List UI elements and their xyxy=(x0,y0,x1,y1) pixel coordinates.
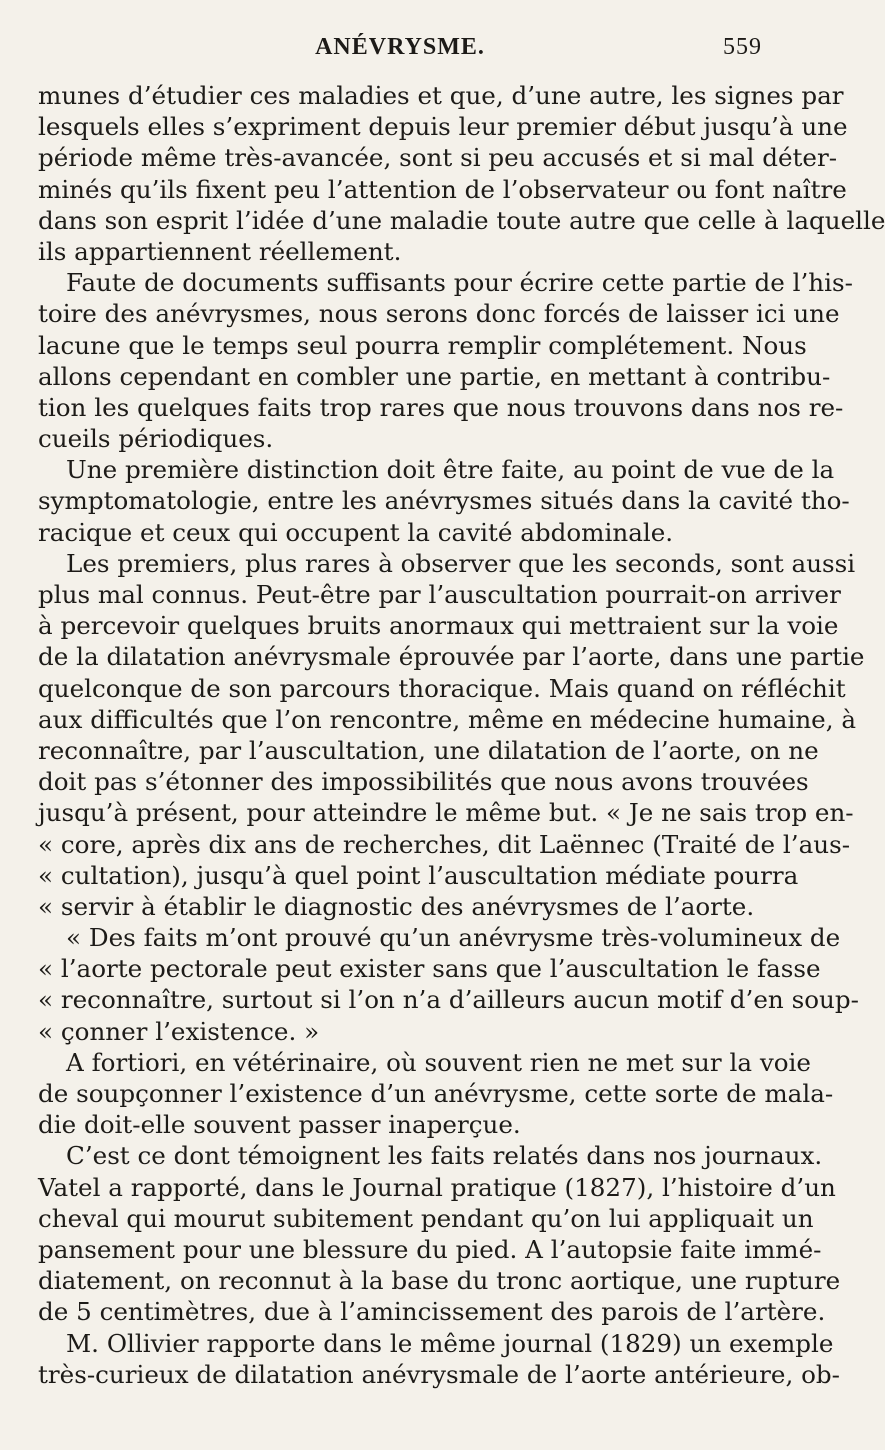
running-title: ANÉVRYSME. xyxy=(315,34,485,60)
paragraph xyxy=(38,1328,840,1390)
text-line: lacune que le temps seul pourra remplir complétement. Nous xyxy=(38,330,807,360)
text-line: plus mal connus. Peut-être par l’auscultation pourrait-on arriver xyxy=(38,580,841,609)
paragraph xyxy=(38,1047,834,1141)
text-line: période même très-avancée, sont si peu accusés et si mal déter- xyxy=(38,143,838,173)
text-line: aux difficultés que l’on rencontre, même en médecine humaine, à xyxy=(38,704,857,734)
text-line: quelconque de son parcours thoracique. Mais quand on réfléchit xyxy=(38,673,846,703)
body-text xyxy=(38,80,885,1390)
text-line: cheval qui mourut subitement pendant qu’on lui appliquait un xyxy=(38,1203,814,1233)
text-line: allons cependant en combler une partie, en mettant à contribu- xyxy=(38,361,831,391)
text-line: A fortiori, en vétérinaire, où souvent rien ne met sur la voie xyxy=(66,1047,811,1077)
text-line: reconnaître, par l’auscultation, une dilatation de l’aorte, on ne xyxy=(38,735,819,765)
text-line: Faute de documents suffisants pour écrire cette partie de l’his- xyxy=(66,268,853,298)
text-line: « servir à établir le diagnostic des anévrysmes de l’aorte. xyxy=(38,891,755,921)
text-line: très-curieux de dilatation anévrysmale de l’aorte antérieure, ob- xyxy=(38,1359,840,1389)
text-line: jusqu’à présent, pour atteindre le même but. « Je ne sais trop en- xyxy=(38,798,854,828)
text-line: « Des faits m’ont prouvé qu’un anévrysme très-volumineux de xyxy=(66,923,841,953)
page-number: 559 xyxy=(723,34,762,60)
text-line: Vatel a rapporté, dans le Journal pratique (1827), l’histoire d’un xyxy=(38,1172,836,1202)
text-line: cueils périodiques. xyxy=(38,424,274,454)
text-line: diatement, on reconnut à la base du tronc aortique, une rupture xyxy=(38,1266,841,1296)
text-line: pansement pour une blessure du pied. A l’autopsie faite immé- xyxy=(38,1234,822,1264)
text-line: tion les quelques faits trop rares que nous trouvons dans nos re- xyxy=(38,392,844,422)
text-line: toire des anévrysmes, nous serons donc forcés de laisser ici une xyxy=(38,299,840,329)
text-line: lesquels elles s’expriment depuis leur premier début jusqu’à une xyxy=(38,112,848,142)
running-head xyxy=(38,30,762,70)
text-line: « reconnaître, surtout si l’on n’a d’ailleurs aucun motif d’en soup- xyxy=(38,985,859,1015)
paragraph xyxy=(38,80,885,267)
paragraph xyxy=(38,548,865,922)
text-line: de la dilatation anévrysmale éprouvée par l’aorte, dans une partie xyxy=(38,642,865,672)
paragraph xyxy=(38,267,853,454)
text-line: M. Ollivier rapporte dans le même journal (1829) un exemple xyxy=(66,1328,834,1358)
text-line: dans son esprit l’idée d’une maladie toute autre que celle à laquelle xyxy=(38,205,885,235)
paragraph xyxy=(38,454,850,548)
text-line: « cultation), jusqu’à quel point l’auscultation médiate pourra xyxy=(38,860,799,890)
text-line: « çonner l’existence. » xyxy=(38,1016,320,1046)
text-line: symptomatologie, entre les anévrysmes situés dans la cavité tho- xyxy=(38,486,850,516)
text-line: de 5 centimètres, due à l’amincissement des parois de l’artère. xyxy=(38,1297,826,1327)
text-line: Les premiers, plus rares à observer que les seconds, sont aussi xyxy=(66,548,856,578)
text-line: doit pas s’étonner des impossibilités que nous avons trouvées xyxy=(38,767,809,797)
paragraph xyxy=(38,1140,841,1327)
text-line: à percevoir quelques bruits anormaux qui mettraient sur la voie xyxy=(38,611,839,641)
text-line: « l’aorte pectorale peut exister sans que l’auscultation le fasse xyxy=(38,954,821,984)
text-line: de soupçonner l’existence d’un anévrysme, cette sorte de mala- xyxy=(38,1079,834,1108)
paragraph xyxy=(38,922,859,1047)
text-line: racique et ceux qui occupent la cavité abdominale. xyxy=(38,517,674,547)
text-line: C’est ce dont témoignent les faits relatés dans nos journaux. xyxy=(66,1141,823,1171)
text-line: minés qu’ils fixent peu l’attention de l’observateur ou font naître xyxy=(38,174,847,204)
text-line: munes d’étudier ces maladies et que, d’une autre, les signes par xyxy=(38,81,844,110)
text-line: « core, après dix ans de recherches, dit Laënnec (Traité de l’aus- xyxy=(38,829,851,859)
text-line: Une première distinction doit être faite, au point de vue de la xyxy=(66,455,835,485)
text-line: ils appartiennent réellement. xyxy=(38,236,402,266)
text-line: die doit-elle souvent passer inaperçue. xyxy=(38,1110,521,1140)
